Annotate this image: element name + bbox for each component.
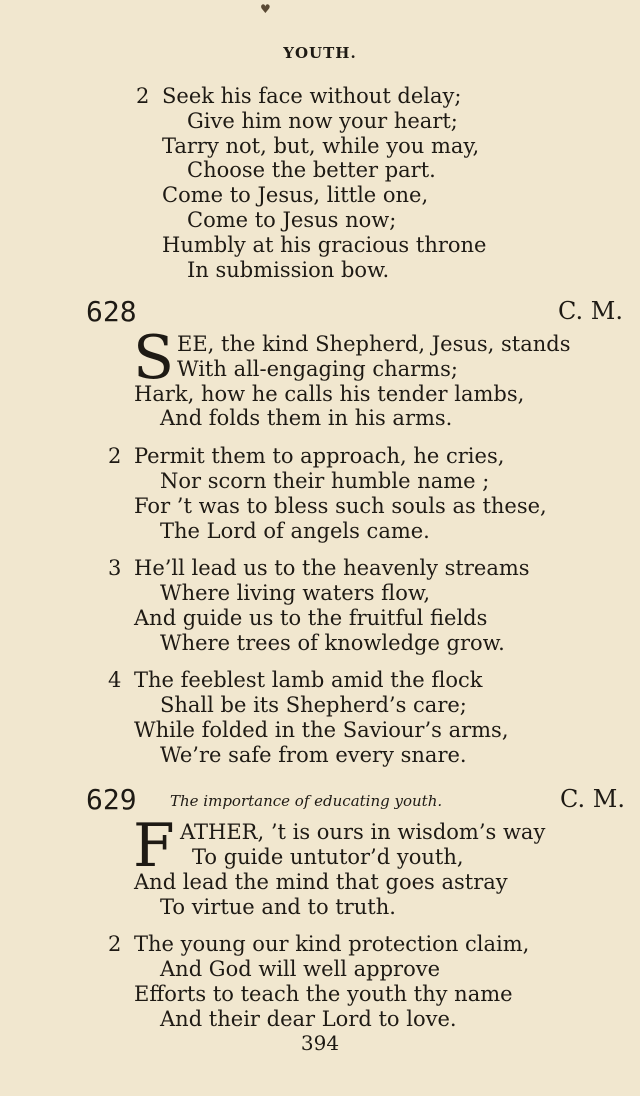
- hymn-line: To virtue and to truth.: [160, 895, 396, 919]
- drop-cap: F: [133, 811, 175, 881]
- hymn-line: And guide us to the fruitful fields: [134, 606, 488, 630]
- hymn-line: We’re safe from every snare.: [160, 743, 467, 767]
- hymn-line: Shall be its Shepherd’s care;: [160, 693, 467, 717]
- hymn-line: And God will well approve: [160, 957, 441, 981]
- stanza-number: 2: [108, 444, 122, 468]
- stanza-number: 4: [108, 668, 122, 692]
- hymn-number: 628: [86, 295, 137, 328]
- hymn-line: Humbly at his gracious throne: [162, 233, 487, 257]
- hymn-line: Nor scorn their humble name ;: [160, 469, 490, 493]
- hymn-meter: C. M.: [558, 297, 623, 325]
- hymn-line: Choose the better part.: [187, 158, 436, 182]
- hymn-line: Come to Jesus, little one,: [162, 183, 429, 207]
- hymn-line: While folded in the Saviour’s arms,: [134, 718, 509, 742]
- hymn-line: Where living waters flow,: [160, 581, 430, 605]
- stanza-number: 2: [136, 84, 150, 108]
- page-number: 394: [300, 1031, 340, 1055]
- drop-cap: S: [133, 323, 175, 393]
- hymn-line: Seek his face without delay;: [162, 84, 462, 108]
- hymn-line: And folds them in his arms.: [160, 406, 453, 430]
- top-ornament-mark: ♥: [260, 2, 271, 16]
- hymn-line: With all-engaging charms;: [177, 357, 458, 381]
- hymn-line: For ’t was to bless such souls as these,: [134, 494, 547, 518]
- hymn-line: ATHER, ’t is ours in wisdom’s way: [180, 820, 546, 844]
- hymn-line: Come to Jesus now;: [187, 208, 397, 232]
- stanza-number: 2: [108, 932, 122, 956]
- hymn-line: Permit them to approach, he cries,: [134, 444, 505, 468]
- hymn-meter: C. M.: [560, 785, 625, 813]
- hymn-line: To guide untutor’d youth,: [192, 845, 464, 869]
- hymn-line: In submission bow.: [187, 258, 390, 282]
- running-head: YOUTH.: [283, 44, 357, 62]
- hymn-line: He’ll lead us to the heavenly streams: [134, 556, 530, 580]
- hymn-line: Efforts to teach the youth thy name: [134, 982, 513, 1006]
- hymn-line: And lead the mind that goes astray: [134, 870, 508, 894]
- hymn-line: EE, the kind Shepherd, Jesus, stands: [177, 332, 571, 356]
- hymn-line: The Lord of angels came.: [160, 519, 430, 543]
- hymn-line: Where trees of knowledge grow.: [160, 631, 505, 655]
- hymn-subtitle: The importance of educating youth.: [170, 792, 443, 810]
- hymn-line: The young our kind protection claim,: [134, 932, 530, 956]
- hymn-line: Hark, how he calls his tender lambs,: [134, 382, 525, 406]
- stanza-number: 3: [108, 556, 122, 580]
- hymn-line: Tarry not, but, while you may,: [162, 134, 480, 158]
- hymn-number: 629: [86, 783, 137, 816]
- hymn-line: The feeblest lamb amid the flock: [134, 668, 483, 692]
- hymn-line: Give him now your heart;: [187, 109, 458, 133]
- hymn-line: And their dear Lord to love.: [160, 1007, 457, 1031]
